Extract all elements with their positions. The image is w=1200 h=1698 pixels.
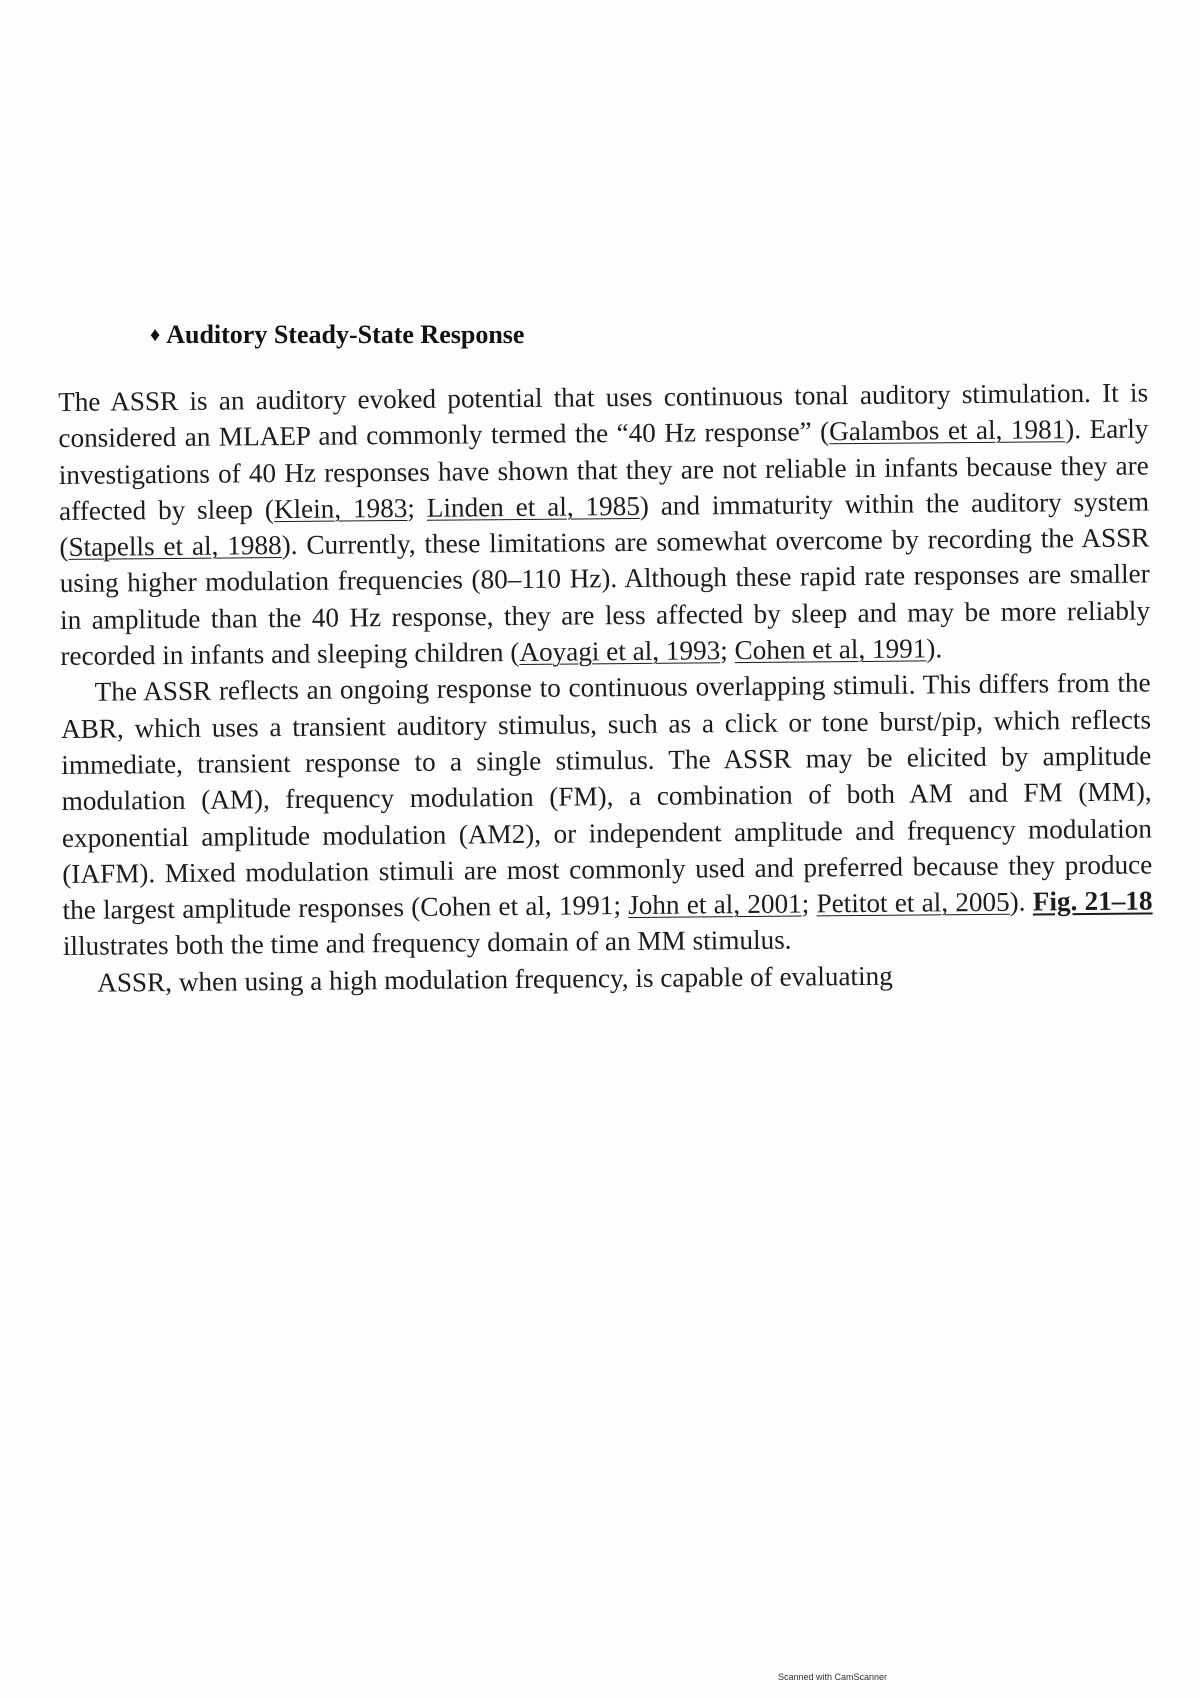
citation-cohen[interactable]: Cohen et al, 1991: [734, 633, 927, 666]
paragraph-2-text: illustrates both the time and frequency domain of an MM stimulus.: [62, 925, 792, 962]
paragraph-1-text: ;: [407, 492, 427, 523]
paragraph-2-text: ;: [801, 888, 817, 919]
section-heading: [150, 320, 524, 350]
paragraph-2-text: The ASSR reflects an ongoing response to continuous overlapping stimuli. This differs from the ABR, which uses a transient auditory stimulus, such as a click or tone burst/pip, which reflects immediate, transient response to a single stimulus. The ASSR may be elicited by amplitude modulation (AM), frequency modulation (FM), a combination of both AM and FM (MM), exponential amplitude modulation (AM2), or independent amplitude and frequency modulation (IAFM). Mixed modulation stimuli are most commonly used and preferred because they produce the largest amplitude responses (Cohen et al, 1991;: [60, 667, 1153, 926]
paragraph-2: [61, 665, 1153, 965]
paragraph-1-text: ;: [720, 635, 735, 666]
paragraph-1-text: ) and immaturity within the auditory system (: [59, 486, 1150, 563]
paragraph-1-text: ). Early investigations of 40 Hz responses have shown that they are not reliable in infants because they are affected by sleep (: [58, 413, 1149, 526]
citation-linden[interactable]: Linden et al, 1985: [426, 490, 640, 523]
citation-aoyagi[interactable]: Aoyagi et al, 1993: [519, 635, 721, 668]
body-text: [58, 374, 1153, 1001]
scanner-watermark: Scanned with CamScanner: [778, 1672, 888, 1682]
paragraph-3-text: ASSR, when using a high modulation frequency, is capable of evaluating: [97, 960, 893, 998]
citation-stapells[interactable]: Stapells et al, 1988: [68, 530, 282, 563]
section-heading-text: Auditory Steady-State Response: [166, 320, 525, 349]
paragraph-1-text: ). Currently, these limitations are somewhat overcome by recording the ASSR using higher modulation frequencies (80–110 Hz). Although these rapid rate responses are smaller in amplitude than the 40 Hz response, they are less affected by sleep and may be more reliably recorded in infants and sleeping children (: [59, 522, 1151, 672]
paragraph-1-text: The ASSR is an auditory evoked potential that uses continuous tonal auditory stimulation. It is considered an MLAEP and commonly termed the “40 Hz response” (: [58, 377, 1149, 454]
diamond-bullet-icon: ♦: [150, 324, 161, 346]
citation-petitot[interactable]: Petitot et al, 2005: [816, 886, 1010, 919]
citation-john[interactable]: John et al, 2001: [628, 888, 802, 921]
paragraph-2-text: ).: [1009, 886, 1033, 917]
citation-galambos[interactable]: Galambos et al, 1981: [829, 414, 1066, 447]
paragraph-1: [58, 374, 1150, 674]
figure-reference-link[interactable]: Fig. 21–18: [1032, 885, 1153, 917]
citation-klein[interactable]: Klein, 1983: [273, 492, 408, 525]
paragraph-1-text: ).: [926, 633, 943, 664]
